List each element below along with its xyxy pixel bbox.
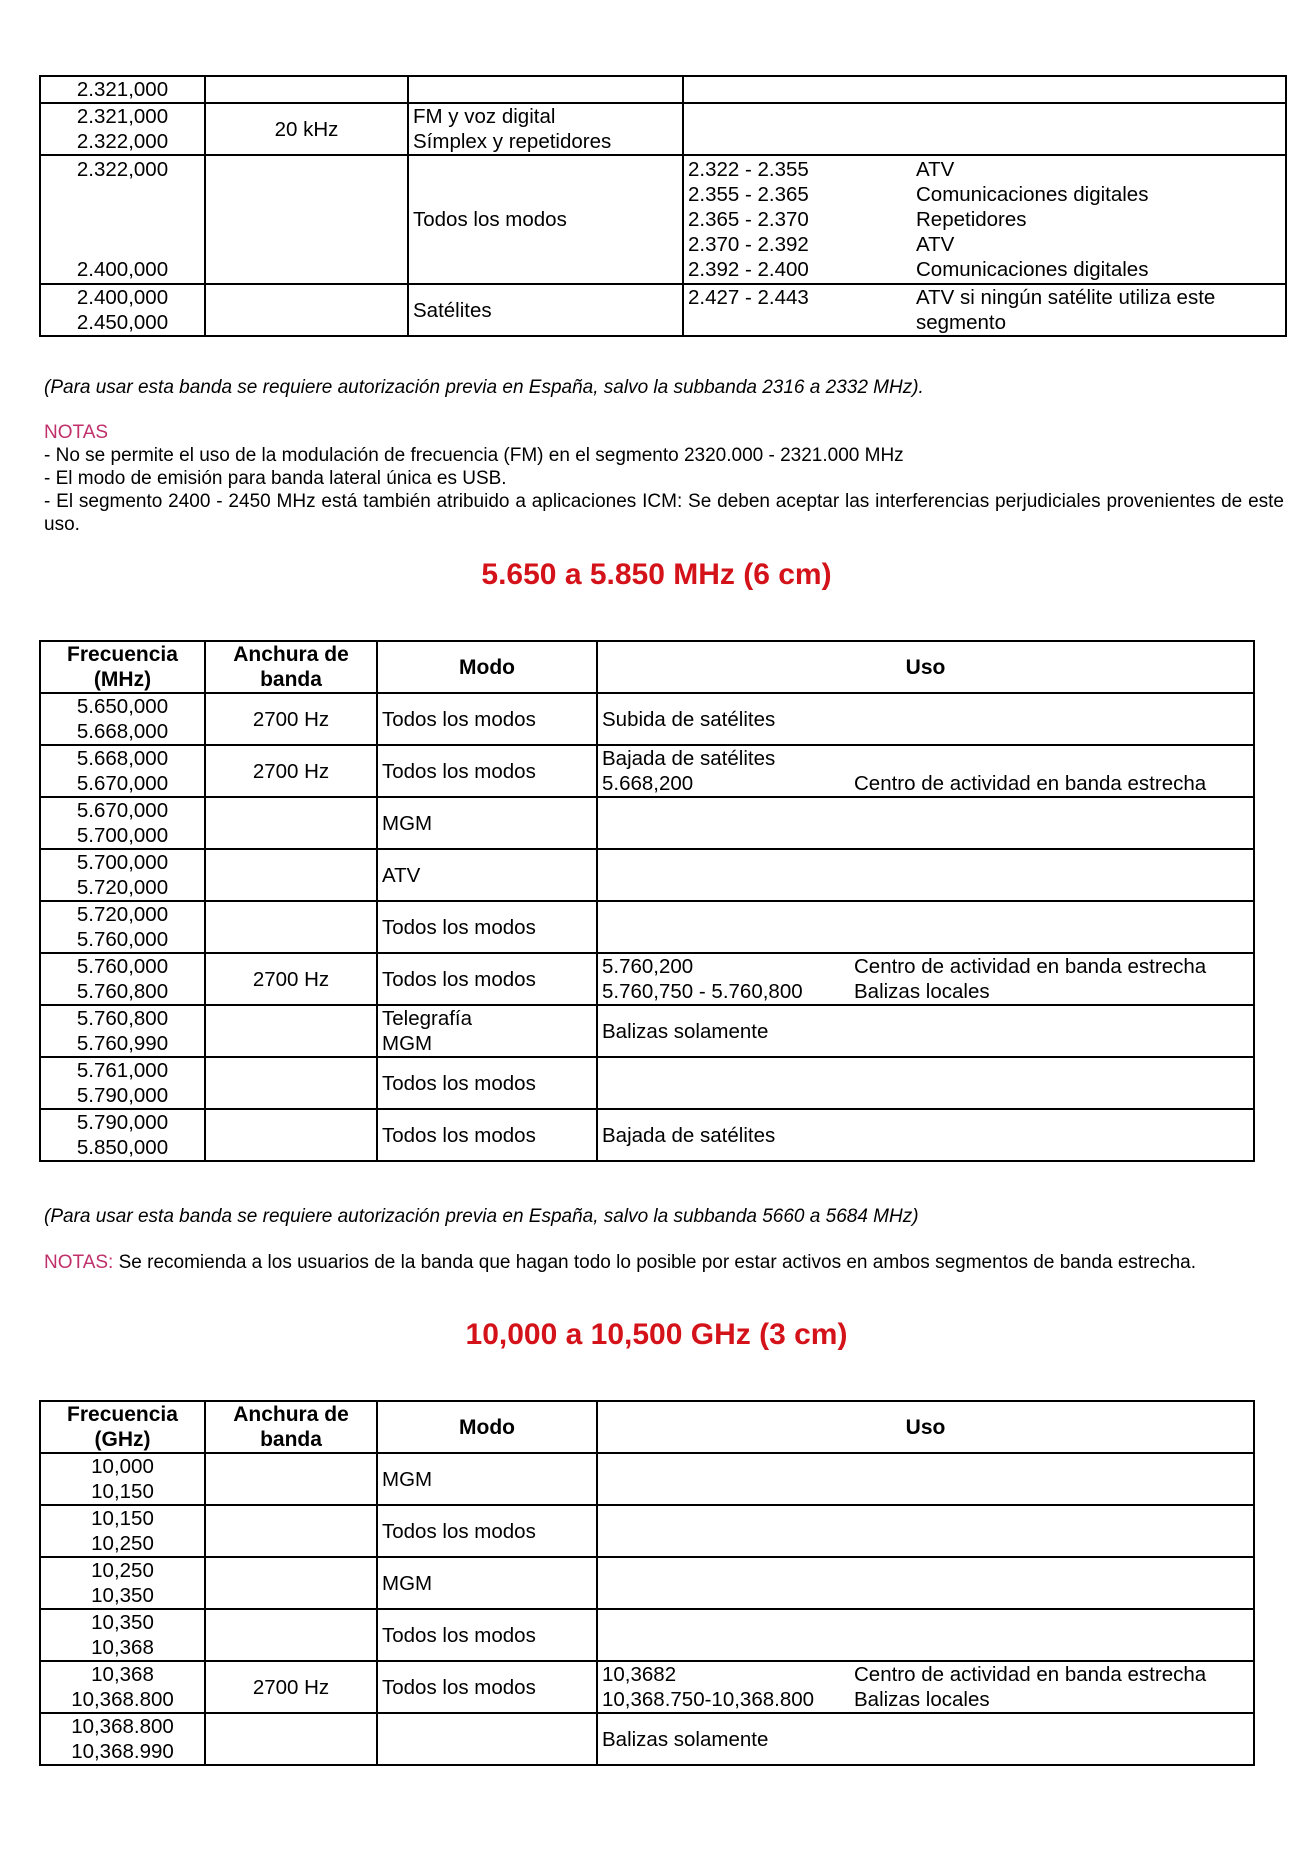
mode-cell [408,103,683,155]
use-entry [688,207,1281,232]
table-row [40,797,1254,849]
bandwidth-cell [205,1057,377,1109]
frequency-value: 5.760,990 [76,1032,169,1055]
frequency-value: 10,368.990 [71,1740,174,1763]
table-row [40,849,1254,901]
mode-cell [377,1109,597,1161]
use-description: ATV si ningún satélite utiliza este segmento [916,286,1216,334]
frequency-value [45,182,200,207]
frequency-cell [40,1005,205,1057]
frequency-cell [40,155,205,284]
use-description: ATV [916,233,955,256]
use-range: 2.322 - 2.355 [688,158,809,181]
use-description: ATV [916,158,955,181]
mode-cell [377,901,597,953]
frequency-cell [40,284,205,336]
use-entry [602,707,1249,732]
use-entry [688,157,1281,182]
use-entry [688,257,1281,282]
bandwidth-cell [205,284,408,336]
use-range: 5.760,750 - 5.760,800 [602,980,803,1003]
use-cell [597,1057,1254,1109]
frequency-value: 10,250 [91,1532,154,1555]
mode-value: Todos los modos [382,1675,536,1699]
frequency-value: 2.322,000 [76,130,169,153]
note-6cm-authorization: (Para usar esta banda se requiere autorización previa en España, salvo la subbanda 5660 a 5684 MHz) [44,1206,919,1227]
notes-6cm [44,1251,1294,1274]
bandwidth-cell [205,76,408,103]
frequency-cell [40,76,205,103]
table-row [40,1505,1254,1557]
frequency-value: 10,368.800 [71,1688,174,1711]
use-description: Comunicaciones digitales [916,258,1149,281]
bandwidth-cell: 2700 Hz [205,693,377,745]
use-range: Balizas solamente [602,1727,769,1751]
header-use: Uso [597,1401,1254,1453]
use-cell [597,1713,1254,1765]
mode-cell [377,797,597,849]
frequency-cell [40,849,205,901]
use-range: 2.427 - 2.443 [688,286,809,309]
header-mode: Modo [377,641,597,693]
frequency-value: 10,368 [91,1663,154,1686]
mode-value: MGM [382,811,433,835]
mode-cell [377,1057,597,1109]
frequency-value: 5.760,000 [76,955,169,978]
use-cell [597,1453,1254,1505]
use-cell [597,797,1254,849]
bandwidth-cell [205,901,377,953]
frequency-value: 5.670,000 [76,799,169,822]
header-frequency: Frecuencia (GHz) [40,1401,205,1453]
use-range: Subida de satélites [602,707,776,731]
frequency-cell [40,1557,205,1609]
frequency-cell [40,953,205,1005]
frequency-value: 5.650,000 [76,695,169,718]
bandwidth-cell [205,1713,377,1765]
frequency-cell [40,745,205,797]
frequency-value: 5.850,000 [76,1136,169,1159]
use-description: Balizas locales [854,1688,990,1711]
mode-value: Todos los modos [382,915,536,939]
frequency-value: 10,150 [91,1507,154,1530]
use-entry [602,954,1249,979]
use-description [926,707,1250,732]
mode-value: MGM [382,1032,433,1055]
table-row [40,155,1286,284]
frequency-cell [40,1109,205,1161]
mode-cell [377,849,597,901]
frequency-cell [40,103,205,155]
mode-value: MGM [382,1571,433,1595]
use-cell [683,284,1286,336]
table-row [40,901,1254,953]
mode-value: Todos los modos [382,967,536,991]
mode-value: ATV [382,863,421,887]
use-range: 2.370 - 2.392 [688,233,809,256]
mode-value: Símplex y repetidores [413,130,612,153]
table-3cm [39,1400,1255,1766]
bandwidth-cell: 20 kHz [205,103,408,155]
frequency-value: 10,368.800 [71,1715,174,1738]
use-entry [602,1687,1249,1712]
use-range: 10,368.750-10,368.800 [602,1688,815,1711]
use-entry [602,746,1249,771]
table-row [40,284,1286,336]
bandwidth-cell: 2700 Hz [205,953,377,1005]
frequency-value: 2.321,000 [76,105,169,128]
table-row [40,1109,1254,1161]
use-entry [602,979,1249,1004]
bandwidth-cell [205,1005,377,1057]
frequency-value: 10,350 [91,1584,154,1607]
use-description: Balizas locales [854,980,990,1003]
use-description: Centro de actividad en banda estrecha [854,772,1207,795]
frequency-cell [40,693,205,745]
use-cell [597,1609,1254,1661]
frequency-cell [40,1661,205,1713]
table-row [40,1057,1254,1109]
frequency-value: 10,250 [91,1559,154,1582]
mode-value: Todos los modos [382,1519,536,1543]
table-row [40,1713,1254,1765]
use-cell [597,1505,1254,1557]
frequency-cell [40,901,205,953]
use-range: Balizas solamente [602,1019,769,1043]
frequency-value: 5.760,800 [76,1007,169,1030]
use-entry [602,1123,1249,1148]
frequency-value: 5.760,000 [76,928,169,951]
frequency-value: 5.790,000 [76,1084,169,1107]
use-entry [602,1727,1249,1752]
mode-value: Satélites [413,298,492,322]
use-range: 5.760,200 [602,955,694,978]
mode-cell [377,693,597,745]
table-row [40,693,1254,745]
use-cell [597,1557,1254,1609]
use-cell [597,1005,1254,1057]
table-2ghz [39,75,1287,337]
mode-cell [377,1557,597,1609]
table-row [40,745,1254,797]
use-range: 2.355 - 2.365 [688,183,809,206]
use-cell [597,901,1254,953]
use-entry [688,285,1281,335]
mode-cell [408,284,683,336]
frequency-value: 2.400,000 [76,286,169,309]
frequency-value: 5.720,000 [76,903,169,926]
mode-cell [377,1661,597,1713]
section-title-6cm: 5.650 a 5.850 MHz (6 cm) [481,558,832,591]
use-cell [683,155,1286,284]
notes-2ghz [44,421,1284,536]
use-entry [602,1019,1249,1044]
mode-cell [377,1453,597,1505]
frequency-cell [40,797,205,849]
mode-cell [377,953,597,1005]
table-row [40,1661,1254,1713]
mode-value: MGM [382,1467,433,1491]
mode-cell [408,76,683,103]
use-cell [597,745,1254,797]
frequency-value: 5.700,000 [76,851,169,874]
bandwidth-cell: 2700 Hz [205,745,377,797]
frequency-value: 5.720,000 [76,876,169,899]
bandwidth-cell [205,1557,377,1609]
frequency-cell [40,1453,205,1505]
frequency-value: 2.321,000 [76,78,169,101]
frequency-cell [40,1057,205,1109]
use-cell [597,1661,1254,1713]
use-description: Centro de actividad en banda estrecha [854,955,1207,978]
bandwidth-cell [205,1453,377,1505]
note-line: - El segmento 2400 - 2450 MHz está también atribuido a aplicaciones ICM: Se deben aceptar las interferencias perjudiciales provenientes de este uso. [44,491,1284,535]
frequency-value: 5.761,000 [76,1059,169,1082]
frequency-value: 2.322,000 [76,158,169,181]
use-entry [602,771,1249,796]
table-6cm [39,640,1255,1162]
note-text: Se recomienda a los usuarios de la banda que hagan todo lo posible por estar activos en ambos segmentos de banda estrecha. [113,1252,1196,1273]
section-title-3cm: 10,000 a 10,500 GHz (3 cm) [465,1318,848,1351]
use-range: 2.365 - 2.370 [688,208,809,231]
notes-label: NOTAS [44,422,109,443]
table-row [40,953,1254,1005]
frequency-value: 5.760,800 [76,980,169,1003]
header-use: Uso [597,641,1254,693]
use-range: 2.392 - 2.400 [688,258,809,281]
header-mode: Modo [377,1401,597,1453]
use-description [926,1019,1250,1044]
bandwidth-cell [205,1109,377,1161]
note-line: - El modo de emisión para banda lateral única es USB. [44,468,507,489]
frequency-cell [40,1505,205,1557]
use-entry [602,1662,1249,1687]
header-frequency: Frecuencia (MHz) [40,641,205,693]
note-2ghz-authorization: (Para usar esta banda se requiere autorización previa en España, salvo la subbanda 2316 a 2332 MHz). [44,377,924,398]
use-cell [597,953,1254,1005]
frequency-value: 5.790,000 [76,1111,169,1134]
use-description: Centro de actividad en banda estrecha [854,1663,1207,1686]
use-description [926,1123,1250,1148]
use-range: 5.668,200 [602,772,694,795]
mode-value: Todos los modos [382,707,536,731]
frequency-value: 2.450,000 [76,311,169,334]
mode-cell [377,1505,597,1557]
bandwidth-cell [205,1609,377,1661]
bandwidth-cell [205,797,377,849]
use-entry [688,232,1281,257]
frequency-cell [40,1713,205,1765]
mode-cell [377,1005,597,1057]
frequency-value [45,207,200,232]
frequency-value: 5.670,000 [76,772,169,795]
frequency-value: 10,368 [91,1636,154,1659]
note-line: - No se permite el uso de la modulación de frecuencia (FM) en el segmento 2320.000 - 2321.000 MHz [44,445,904,466]
mode-value: Todos los modos [382,1123,536,1147]
use-cell [597,1109,1254,1161]
mode-cell [377,1713,597,1765]
table-row [40,1005,1254,1057]
use-cell [683,103,1286,155]
use-description [926,1727,1250,1752]
use-range: Bajada de satélites [602,747,776,770]
use-description: Comunicaciones digitales [916,183,1149,206]
bandwidth-cell [205,155,408,284]
table-row [40,1609,1254,1661]
table-row [40,1557,1254,1609]
table-row [40,1453,1254,1505]
frequency-value: 2.400,000 [76,258,169,281]
bandwidth-cell [205,849,377,901]
frequency-value: 5.668,000 [76,747,169,770]
use-description: Repetidores [916,208,1027,231]
header-bandwidth: Anchura de banda [205,1401,377,1453]
header-bandwidth: Anchura de banda [205,641,377,693]
use-entry [688,182,1281,207]
mode-value: Telegrafía [382,1007,473,1030]
table-row [40,76,1286,103]
mode-value: Todos los modos [382,759,536,783]
table-row [40,103,1286,155]
mode-cell [408,155,683,284]
use-range: Bajada de satélites [602,1123,776,1147]
frequency-value: 10,150 [91,1480,154,1503]
use-cell [683,76,1286,103]
frequency-value: 10,350 [91,1611,154,1634]
use-cell [597,849,1254,901]
mode-value: Todos los modos [382,1071,536,1095]
notes-label: NOTAS: [44,1252,114,1273]
frequency-value: 5.668,000 [76,720,169,743]
use-cell [597,693,1254,745]
mode-value: Todos los modos [382,1623,536,1647]
bandwidth-cell: 2700 Hz [205,1661,377,1713]
mode-value: FM y voz digital [413,105,556,128]
frequency-value [45,232,200,257]
bandwidth-cell [205,1505,377,1557]
use-range: 10,3682 [602,1663,677,1686]
mode-cell [377,1609,597,1661]
frequency-value: 5.700,000 [76,824,169,847]
use-description [926,746,1250,771]
frequency-value: 10,000 [91,1455,154,1478]
mode-value: Todos los modos [413,208,567,231]
mode-cell [377,745,597,797]
frequency-cell [40,1609,205,1661]
